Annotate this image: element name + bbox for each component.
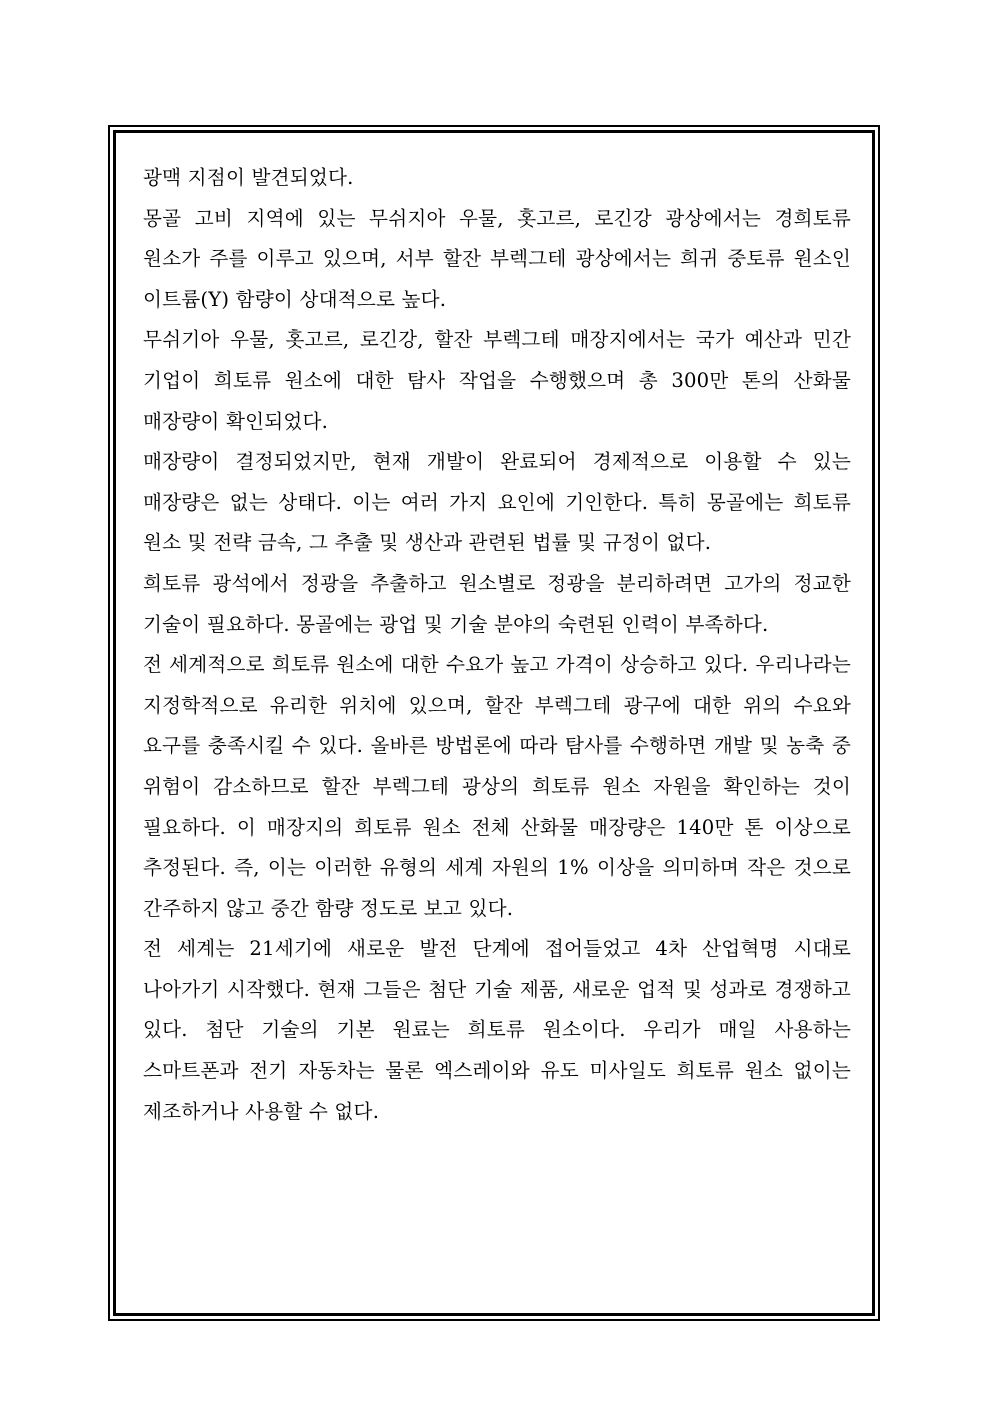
paragraph: 희토류 광석에서 정광을 추출하고 원소별로 정광을 분리하려면 고가의 정교한 기술이 필요하다. 몽골에는 광업 및 기술 분야의 숙련된 인력이 부족하다. — [143, 571, 851, 636]
paragraph: 전 세계는 21세기에 새로운 발전 단계에 접어들었고 4차 산업혁명 시대로 나아가기 시작했다. 현재 그들은 첨단 기술 제품, 새로운 업적 및 성과로 경쟁하고 있다. 첨단 기술의 기본 원료는 희토류 원소이다. 우리가 매일 사용하는 스마트폰과 전기 자동차는 물론 엑스레이와 유도 미사일도 희토류 원소 없이는 제조하거나 사용할 수 없다. — [143, 937, 851, 1123]
paragraph: 매장량이 결정되었지만, 현재 개발이 완료되어 경제적으로 이용할 수 있는 매장량은 없는 상태다. 이는 여러 가지 요인에 기인한다. 특히 몽골에는 희토류 원소 및 전략 금속, 그 추출 및 생산과 관련된 법률 및 규정이 없다. — [143, 450, 851, 555]
document-body — [143, 158, 851, 1132]
paragraph: 광맥 지점이 발견되었다. — [143, 166, 354, 189]
paragraph: 무쉬기아 우물, 홋고르, 로긴강, 할잔 부렉그테 매장지에서는 국가 예산과 민간 기업이 희토류 원소에 대한 탐사 작업을 수행했으며 총 300만 톤의 산화물 매장량이 확인되었다. — [143, 328, 851, 433]
paragraph: 전 세계적으로 희토류 원소에 대한 수요가 높고 가격이 상승하고 있다. 우리나라는 지정학적으로 유리한 위치에 있으며, 할잔 부렉그테 광구에 대한 위의 수요와 요구를 충족시킬 수 있다. 올바른 방법론에 따라 탐사를 수행하면 개발 및 농축 중 위험이 감소하므로 할잔 부렉그테 광상의 희토류 원소 자원을 확인하는 것이 필요하다. 이 매장지의 희토류 원소 전체 산화물 매장량은 140만 톤 이상으로 추정된다. 즉, 이는 이러한 유형의 세계 자원의 1% 이상을 의미하며 작은 것으로 간주하지 않고 중간 함량 정도로 보고 있다. — [143, 653, 851, 920]
paragraph: 몽골 고비 지역에 있는 무쉬지아 우물, 홋고르, 로긴강 광상에서는 경희토류 원소가 주를 이루고 있으며, 서부 할잔 부렉그테 광상에서는 희귀 중토류 원소인 이트륨(Y) 함량이 상대적으로 높다. — [143, 206, 851, 311]
